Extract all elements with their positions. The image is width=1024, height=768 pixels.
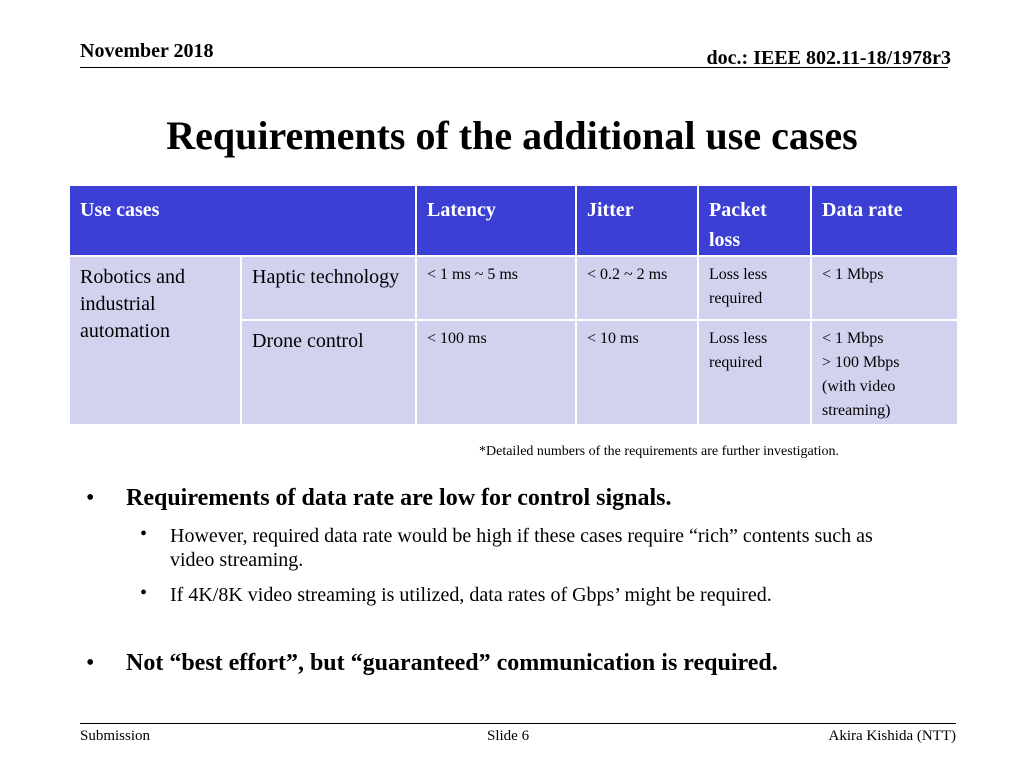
use-case-name: Haptic technology — [241, 256, 416, 320]
data-rate-cell — [811, 256, 958, 320]
jitter-cell: < 0.2 ~ 2 ms — [576, 256, 698, 320]
bullet-dot-icon: • — [140, 523, 148, 545]
jitter-cell: < 10 ms — [576, 320, 698, 425]
table-footnote: *Detailed numbers of the requirements are further investigation. — [479, 444, 839, 459]
data-rate-line: > 100 Mbps — [822, 354, 900, 371]
header-use-cases: Use cases — [69, 185, 416, 256]
data-rate-cell — [811, 320, 958, 425]
sub-bullet: However, required data rate would be high if these cases require “rich” contents such as video streaming. — [170, 525, 873, 571]
header-jitter: Jitter — [576, 185, 698, 256]
table-header-row — [69, 185, 958, 256]
bullet-dot-icon: • — [86, 485, 95, 511]
latency-cell: < 1 ms ~ 5 ms — [416, 256, 576, 320]
data-rate-line: < 1 Mbps — [822, 330, 884, 347]
packet-loss-cell: Loss less required — [698, 256, 811, 320]
use-case-name: Drone control — [241, 320, 416, 425]
header-latency: Latency — [416, 185, 576, 256]
data-rate-line: < 1 Mbps — [822, 266, 884, 283]
table-row — [69, 256, 958, 320]
slide-title: Requirements of the additional use cases — [166, 113, 858, 158]
footer-rule — [80, 723, 956, 724]
requirements-table — [68, 184, 959, 426]
header-packet-loss: Packet loss — [698, 185, 811, 256]
footer-submission: Submission — [80, 728, 151, 744]
data-rate-line: (with video streaming) — [822, 378, 896, 419]
header-doc-id: doc.: IEEE 802.11-18/1978r3 — [706, 47, 951, 69]
packet-loss-cell: Loss less required — [698, 320, 811, 425]
header-data-rate: Data rate — [811, 185, 958, 256]
footer-slide-number: Slide 6 — [487, 728, 530, 744]
footer-author: Akira Kishida (NTT) — [828, 728, 956, 744]
latency-cell: < 100 ms — [416, 320, 576, 425]
bullet-dot-icon: • — [86, 650, 95, 676]
main-bullet: Requirements of data rate are low for control signals. — [126, 485, 672, 511]
sub-bullet: If 4K/8K video streaming is utilized, data rates of Gbps’ might be required. — [170, 584, 772, 606]
bullet-dot-icon: • — [140, 582, 148, 604]
main-bullet: Not “best effort”, but “guaranteed” communication is required. — [126, 650, 778, 676]
category-cell: Robotics and industrial automation — [69, 256, 241, 425]
header-rule — [80, 67, 948, 68]
header-date: November 2018 — [80, 40, 214, 62]
